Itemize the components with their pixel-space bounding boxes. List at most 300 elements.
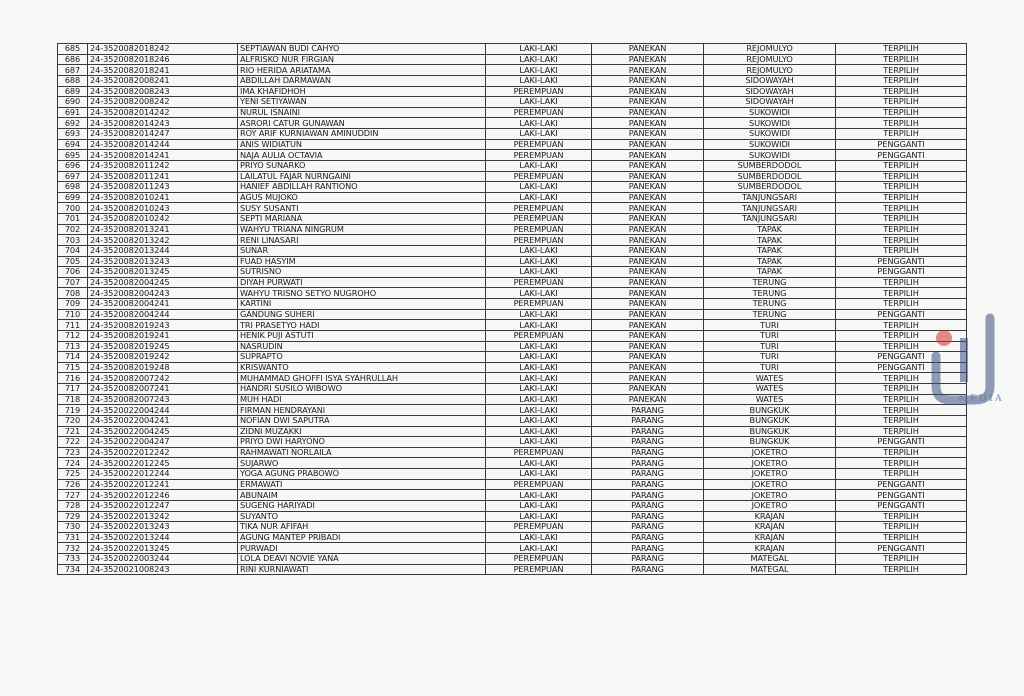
table-row <box>58 437 967 448</box>
cell-district: PANEKAN <box>592 192 704 203</box>
cell-nik: 24-3520082014247 <box>88 129 238 140</box>
cell-nik: 24-3520082019241 <box>88 330 238 341</box>
cell-nik: 24-3520082008242 <box>88 97 238 108</box>
cell-village: BUNGKUK <box>704 426 836 437</box>
cell-nik: 24-3520022012241 <box>88 479 238 490</box>
cell-no: 694 <box>58 139 88 150</box>
cell-gender: LAKI-LAKI <box>486 437 592 448</box>
cell-village: SUKOWIDI <box>704 129 836 140</box>
cell-gender: LAKI-LAKI <box>486 511 592 522</box>
cell-nik: 24-3520082004244 <box>88 309 238 320</box>
cell-district: PARANG <box>592 554 704 565</box>
cell-status: TERPILIH <box>836 192 967 203</box>
cell-district: PARANG <box>592 447 704 458</box>
cell-status: TERPILIH <box>836 245 967 256</box>
cell-nik: 24-3520082013243 <box>88 256 238 267</box>
table-row <box>58 160 967 171</box>
cell-nik: 24-3520022003244 <box>88 554 238 565</box>
cell-gender: PEREMPUAN <box>486 299 592 310</box>
cell-status: TERPILIH <box>836 86 967 97</box>
cell-status: PENGGANTI <box>836 309 967 320</box>
cell-village: TAPAK <box>704 224 836 235</box>
table-row <box>58 65 967 76</box>
cell-village: JOKETRO <box>704 447 836 458</box>
cell-gender: LAKI-LAKI <box>486 384 592 395</box>
table-row <box>58 182 967 193</box>
cell-no: 711 <box>58 320 88 331</box>
cell-status: PENGGANTI <box>836 352 967 363</box>
cell-name: ASRORI CATUR GUNAWAN <box>238 118 486 129</box>
cell-village: JOKETRO <box>704 490 836 501</box>
cell-nik: 24-3520022013242 <box>88 511 238 522</box>
cell-gender: LAKI-LAKI <box>486 320 592 331</box>
cell-no: 729 <box>58 511 88 522</box>
cell-gender: PEREMPUAN <box>486 107 592 118</box>
cell-status: TERPILIH <box>836 564 967 575</box>
cell-village: TANJUNGSARI <box>704 203 836 214</box>
table-row <box>58 458 967 469</box>
cell-status: PENGGANTI <box>836 479 967 490</box>
cell-nik: 24-3520021008243 <box>88 564 238 575</box>
cell-status: TERPILIH <box>836 447 967 458</box>
cell-name: TIKA NUR AFIFAH <box>238 522 486 533</box>
cell-no: 718 <box>58 394 88 405</box>
cell-gender: LAKI-LAKI <box>486 267 592 278</box>
cell-name: SEPTIAWAN BUDI CAHYO <box>238 44 486 55</box>
table-row <box>58 511 967 522</box>
cell-district: PANEKAN <box>592 224 704 235</box>
table-row <box>58 44 967 55</box>
table-row <box>58 405 967 416</box>
table-row <box>58 362 967 373</box>
table-row <box>58 394 967 405</box>
cell-status: TERPILIH <box>836 458 967 469</box>
cell-village: SUKOWIDI <box>704 150 836 161</box>
table-row <box>58 415 967 426</box>
cell-no: 686 <box>58 54 88 65</box>
cell-gender: PEREMPUAN <box>486 235 592 246</box>
cell-status: TERPILIH <box>836 277 967 288</box>
cell-name: FIRMAN HENDRAYANI <box>238 405 486 416</box>
cell-village: SIDOWAYAH <box>704 97 836 108</box>
cell-nik: 24-3520082018242 <box>88 44 238 55</box>
cell-status: PENGGANTI <box>836 256 967 267</box>
cell-name: NOFIAN DWI SAPUTRA <box>238 415 486 426</box>
cell-nik: 24-3520082019242 <box>88 352 238 363</box>
cell-district: PANEKAN <box>592 288 704 299</box>
cell-no: 712 <box>58 330 88 341</box>
table-row <box>58 214 967 225</box>
cell-name: LOLA DEAVI NOVIE YANA <box>238 554 486 565</box>
cell-status: TERPILIH <box>836 129 967 140</box>
cell-district: PARANG <box>592 564 704 575</box>
cell-no: 710 <box>58 309 88 320</box>
cell-nik: 24-3520022012245 <box>88 458 238 469</box>
cell-name: PRIYO DWI HARYONO <box>238 437 486 448</box>
cell-village: SUKOWIDI <box>704 139 836 150</box>
cell-gender: LAKI-LAKI <box>486 405 592 416</box>
cell-district: PANEKAN <box>592 171 704 182</box>
cell-no: 709 <box>58 299 88 310</box>
cell-gender: LAKI-LAKI <box>486 54 592 65</box>
cell-no: 692 <box>58 118 88 129</box>
table-row <box>58 330 967 341</box>
cell-village: TURI <box>704 320 836 331</box>
cell-district: PANEKAN <box>592 203 704 214</box>
cell-status: PENGGANTI <box>836 150 967 161</box>
cell-district: PARANG <box>592 437 704 448</box>
cell-district: PARANG <box>592 405 704 416</box>
cell-name: HENIK PUJI ASTUTI <box>238 330 486 341</box>
table-row <box>58 352 967 363</box>
cell-no: 705 <box>58 256 88 267</box>
cell-district: PANEKAN <box>592 129 704 140</box>
cell-name: SEPTI MARIANA <box>238 214 486 225</box>
cell-no: 689 <box>58 86 88 97</box>
cell-district: PARANG <box>592 522 704 533</box>
cell-nik: 24-3520022004241 <box>88 415 238 426</box>
table-row <box>58 469 967 480</box>
cell-nik: 24-3520022013244 <box>88 532 238 543</box>
cell-no: 732 <box>58 543 88 554</box>
table-row <box>58 309 967 320</box>
cell-district: PANEKAN <box>592 394 704 405</box>
cell-status: TERPILIH <box>836 118 967 129</box>
cell-no: 697 <box>58 171 88 182</box>
cell-village: TURI <box>704 362 836 373</box>
cell-gender: LAKI-LAKI <box>486 490 592 501</box>
cell-gender: PEREMPUAN <box>486 277 592 288</box>
cell-district: PANEKAN <box>592 75 704 86</box>
cell-gender: LAKI-LAKI <box>486 394 592 405</box>
cell-gender: LAKI-LAKI <box>486 44 592 55</box>
cell-gender: LAKI-LAKI <box>486 469 592 480</box>
table-row <box>58 54 967 65</box>
table-row <box>58 171 967 182</box>
cell-district: PANEKAN <box>592 330 704 341</box>
cell-district: PANEKAN <box>592 256 704 267</box>
cell-village: KRAJAN <box>704 522 836 533</box>
cell-district: PANEKAN <box>592 54 704 65</box>
cell-no: 685 <box>58 44 88 55</box>
table-row <box>58 203 967 214</box>
cell-no: 733 <box>58 554 88 565</box>
cell-name: ALFRISKO NUR FIRGIAN <box>238 54 486 65</box>
cell-district: PARANG <box>592 458 704 469</box>
cell-name: NURUL ISNAINI <box>238 107 486 118</box>
cell-village: BUNGKUK <box>704 437 836 448</box>
table-row <box>58 192 967 203</box>
cell-district: PANEKAN <box>592 384 704 395</box>
table-row <box>58 341 967 352</box>
cell-status: TERPILIH <box>836 214 967 225</box>
cell-nik: 24-3520082010241 <box>88 192 238 203</box>
cell-no: 734 <box>58 564 88 575</box>
cell-village: MATEGAL <box>704 564 836 575</box>
cell-gender: LAKI-LAKI <box>486 160 592 171</box>
cell-village: TERUNG <box>704 299 836 310</box>
cell-village: TAPAK <box>704 267 836 278</box>
cell-status: TERPILIH <box>836 107 967 118</box>
cell-no: 699 <box>58 192 88 203</box>
cell-nik: 24-3520082014244 <box>88 139 238 150</box>
cell-gender: LAKI-LAKI <box>486 192 592 203</box>
cell-district: PANEKAN <box>592 160 704 171</box>
table-row <box>58 522 967 533</box>
cell-status: TERPILIH <box>836 330 967 341</box>
table-row <box>58 256 967 267</box>
cell-nik: 24-3520022012247 <box>88 500 238 511</box>
cell-name: LAILATUL FAJAR NURNGAINI <box>238 171 486 182</box>
cell-status: TERPILIH <box>836 554 967 565</box>
cell-village: REJOMULYO <box>704 65 836 76</box>
table-row <box>58 543 967 554</box>
cell-status: TERPILIH <box>836 341 967 352</box>
cell-no: 702 <box>58 224 88 235</box>
cell-gender: LAKI-LAKI <box>486 543 592 554</box>
cell-district: PANEKAN <box>592 139 704 150</box>
cell-no: 693 <box>58 129 88 140</box>
cell-village: JOKETRO <box>704 500 836 511</box>
cell-village: WATES <box>704 384 836 395</box>
cell-status: TERPILIH <box>836 65 967 76</box>
cell-status: PENGGANTI <box>836 500 967 511</box>
table-row <box>58 447 967 458</box>
cell-no: 687 <box>58 65 88 76</box>
cell-district: PARANG <box>592 426 704 437</box>
table-row <box>58 235 967 246</box>
cell-name: SUNAR <box>238 245 486 256</box>
cell-name: HANIEF ABDILLAH RANTIONO <box>238 182 486 193</box>
cell-village: KRAJAN <box>704 543 836 554</box>
cell-name: HANDRI SUSILO WIBOWO <box>238 384 486 395</box>
cell-district: PANEKAN <box>592 341 704 352</box>
cell-nik: 24-3520082007241 <box>88 384 238 395</box>
cell-district: PARANG <box>592 490 704 501</box>
cell-gender: PEREMPUAN <box>486 522 592 533</box>
cell-village: TAPAK <box>704 245 836 256</box>
cell-gender: LAKI-LAKI <box>486 288 592 299</box>
cell-village: SIDOWAYAH <box>704 86 836 97</box>
cell-no: 713 <box>58 341 88 352</box>
cell-district: PARANG <box>592 532 704 543</box>
cell-village: JOKETRO <box>704 469 836 480</box>
cell-no: 725 <box>58 469 88 480</box>
table-row <box>58 288 967 299</box>
cell-status: TERPILIH <box>836 384 967 395</box>
cell-name: KARTINI <box>238 299 486 310</box>
table-row <box>58 150 967 161</box>
cell-nik: 24-3520082007242 <box>88 373 238 384</box>
cell-nik: 24-3520082013241 <box>88 224 238 235</box>
cell-village: SUMBERDODOL <box>704 182 836 193</box>
cell-village: JOKETRO <box>704 479 836 490</box>
cell-status: TERPILIH <box>836 522 967 533</box>
cell-status: TERPILIH <box>836 203 967 214</box>
cell-nik: 24-3520082013244 <box>88 245 238 256</box>
cell-district: PANEKAN <box>592 245 704 256</box>
cell-village: SUMBERDODOL <box>704 160 836 171</box>
cell-status: PENGGANTI <box>836 543 967 554</box>
cell-no: 727 <box>58 490 88 501</box>
cell-no: 723 <box>58 447 88 458</box>
cell-name: NAJA AULIA OCTAVIA <box>238 150 486 161</box>
cell-no: 700 <box>58 203 88 214</box>
cell-gender: LAKI-LAKI <box>486 256 592 267</box>
table-row <box>58 500 967 511</box>
cell-nik: 24-3520082019243 <box>88 320 238 331</box>
cell-name: ABDILLAH DARMAWAN <box>238 75 486 86</box>
cell-nik: 24-3520082008243 <box>88 86 238 97</box>
cell-district: PANEKAN <box>592 235 704 246</box>
cell-nik: 24-3520082018241 <box>88 65 238 76</box>
cell-no: 720 <box>58 415 88 426</box>
cell-status: TERPILIH <box>836 44 967 55</box>
cell-nik: 24-3520082018246 <box>88 54 238 65</box>
cell-name: DIYAH PURWATI <box>238 277 486 288</box>
cell-village: TAPAK <box>704 256 836 267</box>
cell-name: WAHYU TRISNO SETYO NUGROHO <box>238 288 486 299</box>
cell-name: PURWADI <box>238 543 486 554</box>
cell-gender: PEREMPUAN <box>486 86 592 97</box>
cell-gender: PEREMPUAN <box>486 224 592 235</box>
cell-status: TERPILIH <box>836 75 967 86</box>
cell-village: MATEGAL <box>704 554 836 565</box>
cell-village: TURI <box>704 330 836 341</box>
cell-gender: PEREMPUAN <box>486 564 592 575</box>
table-row <box>58 532 967 543</box>
cell-no: 722 <box>58 437 88 448</box>
cell-gender: LAKI-LAKI <box>486 532 592 543</box>
cell-name: RAHMAWATI NORLAILA <box>238 447 486 458</box>
cell-name: ABUNAIM <box>238 490 486 501</box>
cell-gender: PEREMPUAN <box>486 554 592 565</box>
cell-village: KRAJAN <box>704 511 836 522</box>
cell-gender: LAKI-LAKI <box>486 75 592 86</box>
cell-district: PANEKAN <box>592 214 704 225</box>
cell-no: 698 <box>58 182 88 193</box>
cell-name: IMA KHAFIDHOH <box>238 86 486 97</box>
cell-no: 719 <box>58 405 88 416</box>
cell-no: 695 <box>58 150 88 161</box>
cell-gender: LAKI-LAKI <box>486 182 592 193</box>
cell-nik: 24-3520022013243 <box>88 522 238 533</box>
cell-status: TERPILIH <box>836 171 967 182</box>
cell-name: SUSY SUSANTI <box>238 203 486 214</box>
cell-district: PANEKAN <box>592 182 704 193</box>
cell-no: 714 <box>58 352 88 363</box>
cell-no: 730 <box>58 522 88 533</box>
cell-district: PANEKAN <box>592 277 704 288</box>
cell-no: 704 <box>58 245 88 256</box>
cell-village: TURI <box>704 352 836 363</box>
table-row <box>58 554 967 565</box>
cell-village: BUNGKUK <box>704 405 836 416</box>
cell-district: PANEKAN <box>592 309 704 320</box>
table-row <box>58 224 967 235</box>
cell-no: 703 <box>58 235 88 246</box>
cell-village: SUKOWIDI <box>704 107 836 118</box>
cell-gender: LAKI-LAKI <box>486 373 592 384</box>
cell-status: TERPILIH <box>836 469 967 480</box>
cell-no: 688 <box>58 75 88 86</box>
cell-village: BUNGKUK <box>704 415 836 426</box>
cell-nik: 24-3520082014243 <box>88 118 238 129</box>
cell-name: NASRUDIN <box>238 341 486 352</box>
cell-village: WATES <box>704 394 836 405</box>
cell-district: PANEKAN <box>592 320 704 331</box>
cell-gender: LAKI-LAKI <box>486 362 592 373</box>
table-row <box>58 490 967 501</box>
cell-status: TERPILIH <box>836 394 967 405</box>
table-row <box>58 426 967 437</box>
cell-name: ERMAWATI <box>238 479 486 490</box>
cell-nik: 24-3520022012244 <box>88 469 238 480</box>
cell-name: SUJARWO <box>238 458 486 469</box>
cell-nik: 24-3520022012242 <box>88 447 238 458</box>
table-row <box>58 267 967 278</box>
cell-no: 707 <box>58 277 88 288</box>
cell-nik: 24-3520082011243 <box>88 182 238 193</box>
cell-name: RENI LINASARI <box>238 235 486 246</box>
cell-gender: LAKI-LAKI <box>486 129 592 140</box>
cell-nik: 24-3520022012246 <box>88 490 238 501</box>
table-row <box>58 118 967 129</box>
cell-status: TERPILIH <box>836 235 967 246</box>
cell-status: TERPILIH <box>836 224 967 235</box>
cell-name: KRISWANTO <box>238 362 486 373</box>
cell-status: TERPILIH <box>836 288 967 299</box>
cell-nik: 24-3520082007243 <box>88 394 238 405</box>
table-row <box>58 107 967 118</box>
cell-name: SUGENG HARIYADI <box>238 500 486 511</box>
cell-name: SUYANTO <box>238 511 486 522</box>
cell-name: PRIYO SUNARKO <box>238 160 486 171</box>
cell-district: PARANG <box>592 415 704 426</box>
cell-name: SUPRAPTO <box>238 352 486 363</box>
cell-village: SUKOWIDI <box>704 118 836 129</box>
cell-no: 724 <box>58 458 88 469</box>
table-body <box>58 44 967 575</box>
cell-district: PANEKAN <box>592 97 704 108</box>
table-row <box>58 75 967 86</box>
cell-status: TERPILIH <box>836 511 967 522</box>
cell-status: PENGGANTI <box>836 139 967 150</box>
cell-district: PANEKAN <box>592 118 704 129</box>
cell-village: JOKETRO <box>704 458 836 469</box>
cell-nik: 24-3520082013245 <box>88 267 238 278</box>
cell-district: PANEKAN <box>592 44 704 55</box>
table-row <box>58 277 967 288</box>
cell-nik: 24-3520082011242 <box>88 160 238 171</box>
cell-gender: LAKI-LAKI <box>486 458 592 469</box>
cell-gender: LAKI-LAKI <box>486 65 592 76</box>
cell-gender: PEREMPUAN <box>486 203 592 214</box>
cell-nik: 24-3520082014241 <box>88 150 238 161</box>
cell-nik: 24-3520082010242 <box>88 214 238 225</box>
cell-status: TERPILIH <box>836 405 967 416</box>
watermark-text: MEDIA <box>958 394 1004 404</box>
cell-name: SUTRISNO <box>238 267 486 278</box>
cell-village: TERUNG <box>704 288 836 299</box>
cell-gender: LAKI-LAKI <box>486 415 592 426</box>
cell-status: PENGGANTI <box>836 267 967 278</box>
cell-status: PENGGANTI <box>836 490 967 501</box>
cell-status: TERPILIH <box>836 426 967 437</box>
cell-nik: 24-3520082004243 <box>88 288 238 299</box>
cell-gender: PEREMPUAN <box>486 150 592 161</box>
cell-gender: LAKI-LAKI <box>486 97 592 108</box>
